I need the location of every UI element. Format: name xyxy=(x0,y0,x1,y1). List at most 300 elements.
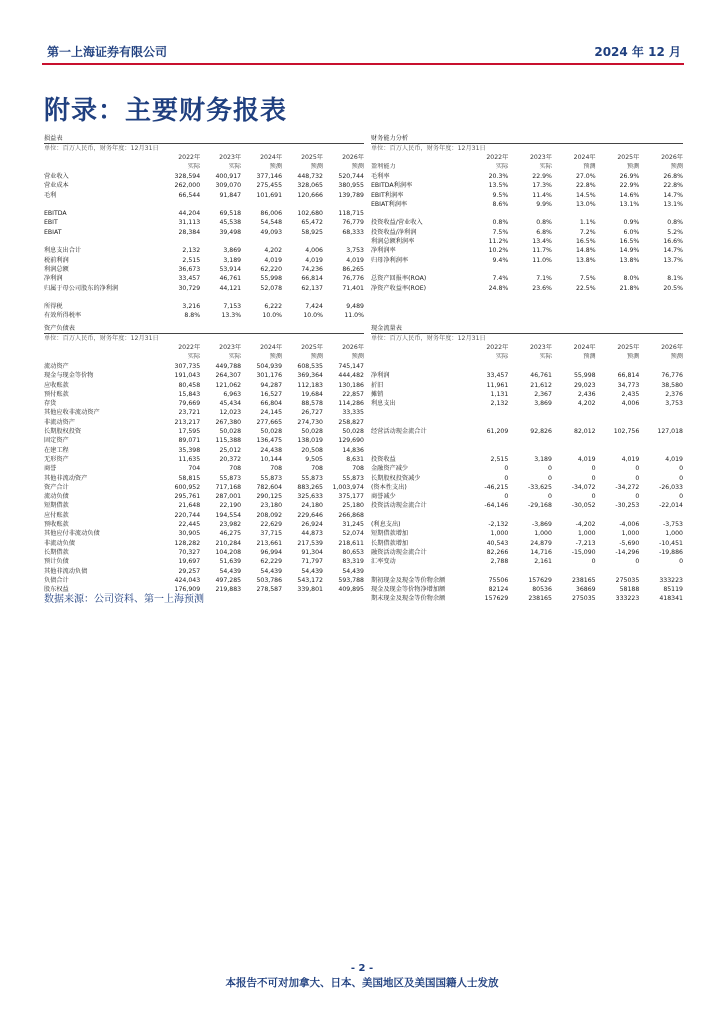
cell-value: 3,216 xyxy=(182,303,201,311)
row-label: 长期借款 xyxy=(44,548,69,556)
table-row xyxy=(44,539,364,548)
header-row-types xyxy=(371,353,683,362)
cell-value: 377,146 xyxy=(256,173,283,180)
balance-sheet xyxy=(44,324,364,594)
row-label: 有效所得税率 xyxy=(44,312,82,320)
spacer-row xyxy=(44,237,364,246)
row-label: 预付账款 xyxy=(44,390,69,398)
cell-value: 82124 xyxy=(488,586,509,594)
cell-value: 62,229 xyxy=(260,558,283,566)
cell-value: 0 xyxy=(591,493,596,501)
cell-value: 287,001 xyxy=(215,493,242,501)
cell-value: 31,113 xyxy=(178,219,201,227)
cell-value: 121,062 xyxy=(215,381,242,389)
type-header: 实际 xyxy=(187,163,201,171)
cell-value: 4,019 xyxy=(665,455,683,463)
cell-value: 76,776 xyxy=(661,372,683,380)
table-row xyxy=(371,181,683,190)
row-label: 在建工程 xyxy=(44,446,69,454)
cell-value: 0 xyxy=(548,493,552,501)
cell-value: 717,168 xyxy=(215,483,242,491)
cell-value: -30,253 xyxy=(615,502,640,510)
data-table xyxy=(44,154,364,321)
cell-value: 52,074 xyxy=(342,530,364,538)
cell-value: 74,236 xyxy=(301,265,323,273)
cell-value: 2,435 xyxy=(621,390,640,398)
year-header: 2026年 xyxy=(342,344,364,352)
cell-value: -34,272 xyxy=(615,483,640,491)
cell-value: 7,153 xyxy=(223,303,242,311)
cell-value: 26,924 xyxy=(301,521,323,529)
cell-value: 24,180 xyxy=(301,502,323,510)
cell-value: 325,633 xyxy=(297,493,323,501)
cell-value: 8,631 xyxy=(346,455,364,463)
page-number: - 2 - xyxy=(350,963,374,974)
row-label: EBIAT利润率 xyxy=(371,200,408,208)
cell-value: 4,019 xyxy=(346,256,364,264)
cell-value: 0.8% xyxy=(667,219,683,227)
table-row xyxy=(371,228,683,237)
cell-value: 2,132 xyxy=(182,247,201,255)
cell-value: 13.4% xyxy=(532,238,552,246)
cell-value: 278,587 xyxy=(256,586,283,594)
row-label: 归属于母公司股东的净利润 xyxy=(44,284,119,292)
cell-value: 62,137 xyxy=(301,284,323,292)
cell-value: 25,180 xyxy=(342,502,364,510)
cell-value: 22.8% xyxy=(575,182,596,190)
cell-value: 19,684 xyxy=(301,390,323,398)
cell-value: 0 xyxy=(679,465,683,473)
table-row xyxy=(44,427,364,436)
table-row xyxy=(44,218,364,227)
cell-value: -34,072 xyxy=(571,483,596,491)
cell-value: -15,090 xyxy=(571,548,596,556)
cell-value: 0 xyxy=(635,465,640,473)
cell-value: 46,761 xyxy=(219,275,242,283)
row-label: 毛利 xyxy=(44,191,57,199)
row-label: 归母净利润率 xyxy=(371,256,409,264)
spacer-row xyxy=(371,436,683,445)
row-label: 汇率变动 xyxy=(371,558,396,566)
cell-value: 0 xyxy=(548,465,552,473)
cell-value: 0 xyxy=(679,558,683,566)
type-header: 实际 xyxy=(539,353,552,361)
table-row xyxy=(371,483,683,492)
cell-value: 15,843 xyxy=(178,390,201,398)
cell-value: 4,019 xyxy=(577,455,596,463)
row-label: 利润总额利润率 xyxy=(371,238,415,246)
cell-value: 3,753 xyxy=(665,400,683,408)
spacer-row xyxy=(44,293,364,302)
header-blank-cell xyxy=(371,344,465,353)
cell-value: 4,019 xyxy=(621,455,640,463)
cell-value: 114,286 xyxy=(338,400,364,408)
cell-value: 26,727 xyxy=(301,409,323,417)
year-header: 2025年 xyxy=(617,344,640,352)
cell-value: 76,776 xyxy=(342,275,364,283)
cell-value: 369,364 xyxy=(297,372,323,380)
type-header: 预测 xyxy=(269,163,283,171)
cell-value: 2,367 xyxy=(534,390,552,398)
cell-value: 127,018 xyxy=(657,428,683,436)
cell-value: 10.0% xyxy=(262,312,283,320)
cell-value: 12,023 xyxy=(219,409,242,417)
table-row xyxy=(44,474,364,483)
row-label: 商誉减少 xyxy=(371,493,396,501)
financial-ratios xyxy=(371,134,683,293)
data-table xyxy=(371,344,683,604)
cell-value: 58,925 xyxy=(301,228,323,236)
cell-value: 46,275 xyxy=(219,530,242,538)
year-header: 2022年 xyxy=(486,344,509,352)
cell-value: 54,548 xyxy=(260,219,283,227)
row-label: 固定资产 xyxy=(44,437,69,445)
data-table xyxy=(371,154,683,293)
cell-value: 7.5% xyxy=(492,228,509,236)
cell-value: 17,595 xyxy=(178,428,201,436)
cell-value: 13.8% xyxy=(575,256,596,264)
cell-value: 24,438 xyxy=(260,446,283,454)
cell-value: 11.2% xyxy=(488,238,509,246)
row-label: 所得税 xyxy=(44,303,63,311)
type-header: 预测 xyxy=(310,353,323,361)
row-label: 融资活动现金流合计 xyxy=(371,548,427,556)
cell-value: 9,489 xyxy=(346,303,364,311)
cell-value: 375,177 xyxy=(338,493,364,501)
table-row xyxy=(371,557,683,566)
cell-value: 44,204 xyxy=(178,210,201,218)
cell-value: 1,000 xyxy=(534,530,552,538)
row-label: EBITDA xyxy=(44,210,67,218)
row-label: 投资收益/营业收入 xyxy=(371,219,423,227)
cell-value: 50,028 xyxy=(301,428,323,436)
table-row xyxy=(44,181,364,190)
row-label: 长期股权投资减少 xyxy=(371,474,421,482)
cell-value: 23,180 xyxy=(260,502,283,510)
cell-value: 0 xyxy=(635,493,640,501)
cell-value: 35,398 xyxy=(178,446,201,454)
cell-value: 46,761 xyxy=(530,372,552,380)
type-header: 预测 xyxy=(670,353,683,361)
cell-value: 80,653 xyxy=(342,548,364,556)
type-header: 实际 xyxy=(495,353,509,361)
spacer-row xyxy=(371,418,683,427)
cell-value: 3,869 xyxy=(534,400,552,408)
table-row xyxy=(44,418,364,427)
cell-value: 50,028 xyxy=(342,428,364,436)
cell-value: 600,952 xyxy=(174,483,201,491)
cell-value: 71,401 xyxy=(342,284,364,292)
cell-value: 213,661 xyxy=(256,539,283,547)
table-row xyxy=(371,218,683,227)
cell-value: 9.5% xyxy=(492,191,509,199)
cell-value: 118,715 xyxy=(338,210,364,218)
cell-value: 708 xyxy=(229,465,242,473)
row-label: 税前利润 xyxy=(44,256,69,264)
row-label: EBITDA利润率 xyxy=(371,182,413,190)
cell-value: 20.5% xyxy=(663,284,683,292)
cell-value: 6.0% xyxy=(623,228,640,236)
cell-value: 16,527 xyxy=(260,390,283,398)
cell-value: 608,535 xyxy=(297,363,323,370)
year-header: 2025年 xyxy=(617,154,640,162)
cell-value: 14.9% xyxy=(619,247,640,255)
cell-value: 91,304 xyxy=(301,548,323,556)
row-label: 流动资产 xyxy=(44,363,69,370)
row-label: 其他非流动资产 xyxy=(44,474,88,482)
cell-value: 11.7% xyxy=(532,247,552,255)
cell-value: 55,998 xyxy=(260,275,283,283)
year-header: 2022年 xyxy=(178,344,201,352)
cell-value: 8.6% xyxy=(492,200,509,208)
cell-value: 2,515 xyxy=(182,256,201,264)
cell-value: 112,183 xyxy=(297,381,323,389)
spacer-row xyxy=(44,200,364,209)
cell-value: 22.9% xyxy=(532,173,552,180)
cell-value: 2,436 xyxy=(577,390,596,398)
cell-value: 258,827 xyxy=(338,418,364,426)
cell-value: 44,873 xyxy=(301,530,323,538)
row-label: 营业成本 xyxy=(44,182,69,190)
cell-value: 33,457 xyxy=(486,372,509,380)
cell-value: -29,168 xyxy=(528,502,552,510)
type-header: 预测 xyxy=(351,163,364,171)
cell-value: 6,222 xyxy=(264,303,283,311)
cell-value: 26.9% xyxy=(619,173,640,180)
type-header: 预测 xyxy=(269,353,283,361)
cell-value: 782,604 xyxy=(256,483,283,491)
cell-value: 448,732 xyxy=(297,173,323,180)
row-label: 预收账款 xyxy=(44,521,69,529)
cell-value: 39,498 xyxy=(219,228,242,236)
cell-value: 86,265 xyxy=(342,265,364,273)
cell-value: 96,994 xyxy=(260,548,283,556)
table-row xyxy=(371,274,683,283)
cell-value: 13.0% xyxy=(575,200,596,208)
cell-value: 120,666 xyxy=(297,191,323,199)
year-header: 2026年 xyxy=(661,154,683,162)
cell-value: 1,131 xyxy=(490,390,509,398)
cell-value: 10.0% xyxy=(303,312,323,320)
cell-value: -4,006 xyxy=(619,521,640,529)
cash-flow-statement xyxy=(371,324,683,604)
cell-value: 58188 xyxy=(619,586,640,594)
table-row xyxy=(371,594,683,603)
cell-value: 883,265 xyxy=(297,483,323,491)
cell-value: 23,982 xyxy=(219,521,242,529)
cell-value: 22.8% xyxy=(663,182,683,190)
cell-value: 54,439 xyxy=(219,567,242,575)
row-label: 期初现金及现金等价物余额 xyxy=(371,576,446,584)
cell-value: 13.1% xyxy=(663,200,683,208)
header-row-types xyxy=(371,163,683,172)
cell-value: 0.8% xyxy=(492,219,509,227)
cell-value: 33,457 xyxy=(178,275,201,283)
row-label: 非流动资产 xyxy=(44,418,75,426)
cell-value: 36,673 xyxy=(178,265,201,273)
cell-value: 5.2% xyxy=(667,228,683,236)
type-header: 实际 xyxy=(228,353,242,361)
table-row xyxy=(44,390,364,399)
cell-value: 157629 xyxy=(528,576,552,584)
row-label: (资本性支出) xyxy=(371,483,407,491)
cell-value: 30,905 xyxy=(178,530,201,538)
cell-value: 6,963 xyxy=(223,390,242,398)
table-row xyxy=(44,492,364,501)
table-row xyxy=(44,576,364,585)
header-row-years xyxy=(44,154,364,163)
type-header: 预测 xyxy=(583,163,596,171)
table-row xyxy=(371,501,683,510)
cell-value: 1,003,974 xyxy=(332,483,364,491)
row-label: 非流动负债 xyxy=(44,539,75,547)
cell-value: 208,092 xyxy=(256,511,283,519)
cell-value: 34,773 xyxy=(617,381,640,389)
cell-value: 102,756 xyxy=(613,428,640,436)
cell-value: 45,538 xyxy=(219,219,242,227)
cell-value: 708 xyxy=(352,465,364,473)
cell-value: -22,014 xyxy=(659,502,683,510)
cell-value: 16.5% xyxy=(619,238,640,246)
cell-value: 0 xyxy=(591,558,596,566)
cell-value: 20.3% xyxy=(488,173,509,180)
table-row xyxy=(371,492,683,501)
cell-value: 449,788 xyxy=(215,363,242,370)
cell-value: -14,296 xyxy=(615,548,640,556)
cell-value: 55,873 xyxy=(342,474,364,482)
table-row xyxy=(44,246,364,255)
cell-value: 745,147 xyxy=(338,363,364,370)
cell-value: 4,202 xyxy=(264,247,283,255)
cell-value: 45,434 xyxy=(219,400,242,408)
cell-value: 7.4% xyxy=(492,275,509,283)
cell-value: 88,578 xyxy=(301,400,323,408)
header-company: 第一上海证券有限公司 xyxy=(47,45,168,59)
cell-value: 1,000 xyxy=(621,530,640,538)
cell-value: 89,071 xyxy=(178,437,201,445)
cell-value: 0 xyxy=(679,474,683,482)
cell-value: 593,788 xyxy=(338,576,364,584)
cell-value: 1,000 xyxy=(490,530,509,538)
cell-value: 128,282 xyxy=(174,539,201,547)
cell-value: 0.8% xyxy=(536,219,552,227)
cell-value: 62,220 xyxy=(260,265,283,273)
cell-value: 66,814 xyxy=(301,275,323,283)
cell-value: 0 xyxy=(504,474,509,482)
table-row xyxy=(44,501,364,510)
cell-value: 10.2% xyxy=(488,247,509,255)
cell-value: 277,665 xyxy=(256,418,283,426)
cell-value: 328,065 xyxy=(297,182,323,190)
cell-value: 53,914 xyxy=(219,265,242,273)
row-label: 期末现金及现金等价物余额 xyxy=(371,595,446,603)
table-row xyxy=(44,483,364,492)
row-label: EBIAT xyxy=(44,228,62,236)
cell-value: 400,917 xyxy=(215,173,242,180)
cell-value: 4,006 xyxy=(621,400,640,408)
cell-value: 194,554 xyxy=(215,511,242,519)
header-blank-cell xyxy=(371,353,465,362)
table-row xyxy=(44,256,364,265)
cell-value: 0 xyxy=(591,474,596,482)
table-row xyxy=(44,311,364,320)
table-row xyxy=(371,520,683,529)
row-label: 净利润 xyxy=(44,275,63,283)
cell-value: 13.7% xyxy=(663,256,683,264)
cell-value: 0 xyxy=(635,558,640,566)
cell-value: 217,539 xyxy=(297,539,323,547)
table-row xyxy=(371,576,683,585)
cell-value: 19,697 xyxy=(178,558,201,566)
cell-value: 136,475 xyxy=(256,437,283,445)
cell-value: 85119 xyxy=(663,586,683,594)
cell-value: 266,868 xyxy=(338,511,364,519)
header-row-years xyxy=(44,344,364,353)
cell-value: 11.0% xyxy=(344,312,364,320)
cell-value: 55,873 xyxy=(301,474,323,482)
cell-value: 49,093 xyxy=(260,228,283,236)
cell-value: 274,730 xyxy=(297,418,323,426)
cell-value: 238165 xyxy=(528,595,552,603)
cell-value: 55,873 xyxy=(260,474,283,482)
table-row xyxy=(371,585,683,594)
cell-value: 2,161 xyxy=(534,558,552,566)
cell-value: 219,883 xyxy=(215,586,242,594)
cell-value: 2,376 xyxy=(665,390,683,398)
cell-value: 69,518 xyxy=(219,210,242,218)
cell-value: -10,451 xyxy=(659,539,683,547)
row-label: 投资收益 xyxy=(371,455,396,463)
row-label: 营业收入 xyxy=(44,173,69,180)
cell-value: 238165 xyxy=(571,576,596,584)
header-blank-cell xyxy=(44,154,159,163)
cell-value: 3,189 xyxy=(223,256,242,264)
table-row xyxy=(44,464,364,473)
year-header: 2024年 xyxy=(260,344,283,352)
cell-value: 14,716 xyxy=(530,548,552,556)
table-row xyxy=(44,371,364,380)
table-row xyxy=(371,529,683,538)
row-label: 现金及现金等价物净增加额 xyxy=(371,586,446,594)
row-label: 净利润 xyxy=(371,372,390,380)
row-label: 利息支出合计 xyxy=(44,247,82,255)
spacer-row xyxy=(371,446,683,455)
spacer-row xyxy=(371,408,683,417)
cell-value: 295,761 xyxy=(174,493,201,501)
cell-value: -3,869 xyxy=(531,521,552,529)
table-row xyxy=(44,511,364,520)
cell-value: 23.6% xyxy=(532,284,552,292)
cell-value: 309,070 xyxy=(215,182,242,190)
type-header: 预测 xyxy=(626,163,640,171)
table-row xyxy=(44,265,364,274)
cell-value: 22,190 xyxy=(219,502,242,510)
type-header: 预测 xyxy=(583,353,596,361)
table-row xyxy=(44,408,364,417)
table-row xyxy=(44,228,364,237)
cell-value: 8.8% xyxy=(184,312,201,320)
row-label: 长期股权投资 xyxy=(44,428,82,436)
cell-value: 20,372 xyxy=(219,455,242,463)
table-row xyxy=(44,209,364,218)
spacer-row xyxy=(371,362,683,371)
cell-value: 80536 xyxy=(532,586,552,594)
spacer-row xyxy=(371,511,683,520)
table-row xyxy=(371,246,683,255)
table-row xyxy=(44,362,364,371)
table-row xyxy=(44,302,364,311)
year-header: 2023年 xyxy=(219,154,242,162)
